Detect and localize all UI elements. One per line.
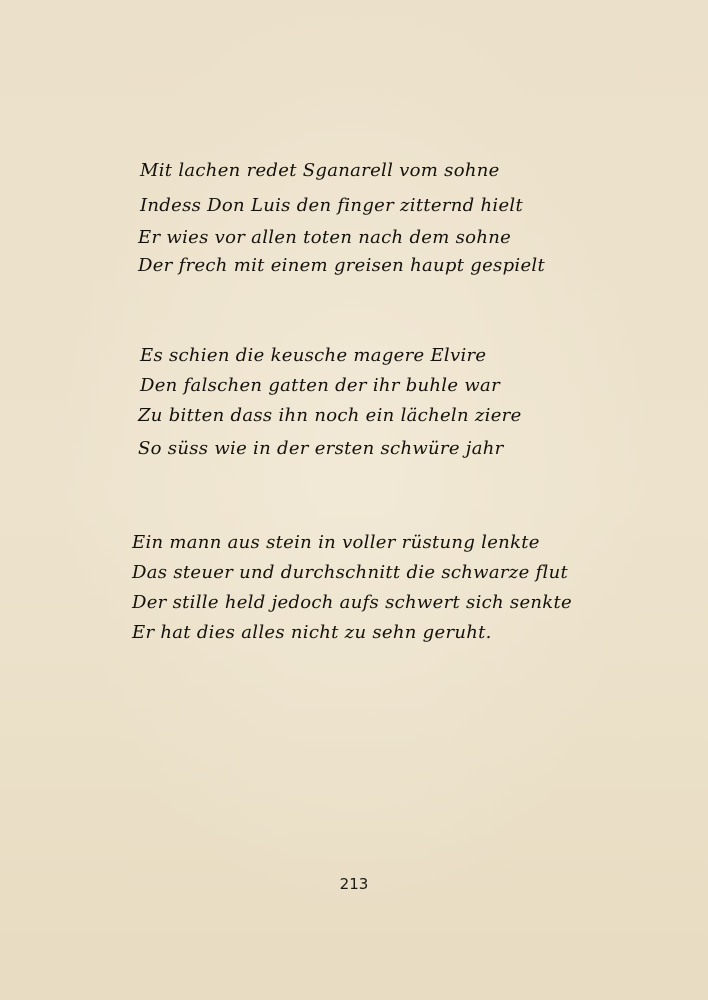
poem-line: Er hat dies alles nicht zu sehn geruht. [132, 622, 492, 643]
poem-line: Der frech mit einem greisen haupt gespielt [138, 255, 546, 276]
poem-line: So süss wie in der ersten schwüre jahr [138, 438, 504, 459]
poem-line: Den falschen gatten der ihr buhle war [140, 375, 500, 396]
poem-line: Mit lachen redet Sganarell vom sohne [140, 160, 500, 181]
poem-line: Der stille held jedoch aufs schwert sich senkte [132, 592, 572, 613]
poem-line: Er wies vor allen toten nach dem sohne [138, 227, 512, 248]
poem-line: Das steuer und durchschnitt die schwarze flut [132, 562, 568, 583]
page-number: 213 [339, 875, 369, 893]
poem-line: Es schien die keusche magere Elvire [140, 345, 487, 366]
poem-line: Indess Don Luis den finger zitternd hielt [140, 195, 524, 216]
poem-line: Zu bitten dass ihn noch ein lächeln ziere [138, 405, 522, 426]
poem-line: Ein mann aus stein in voller rüstung lenkte [132, 532, 540, 553]
